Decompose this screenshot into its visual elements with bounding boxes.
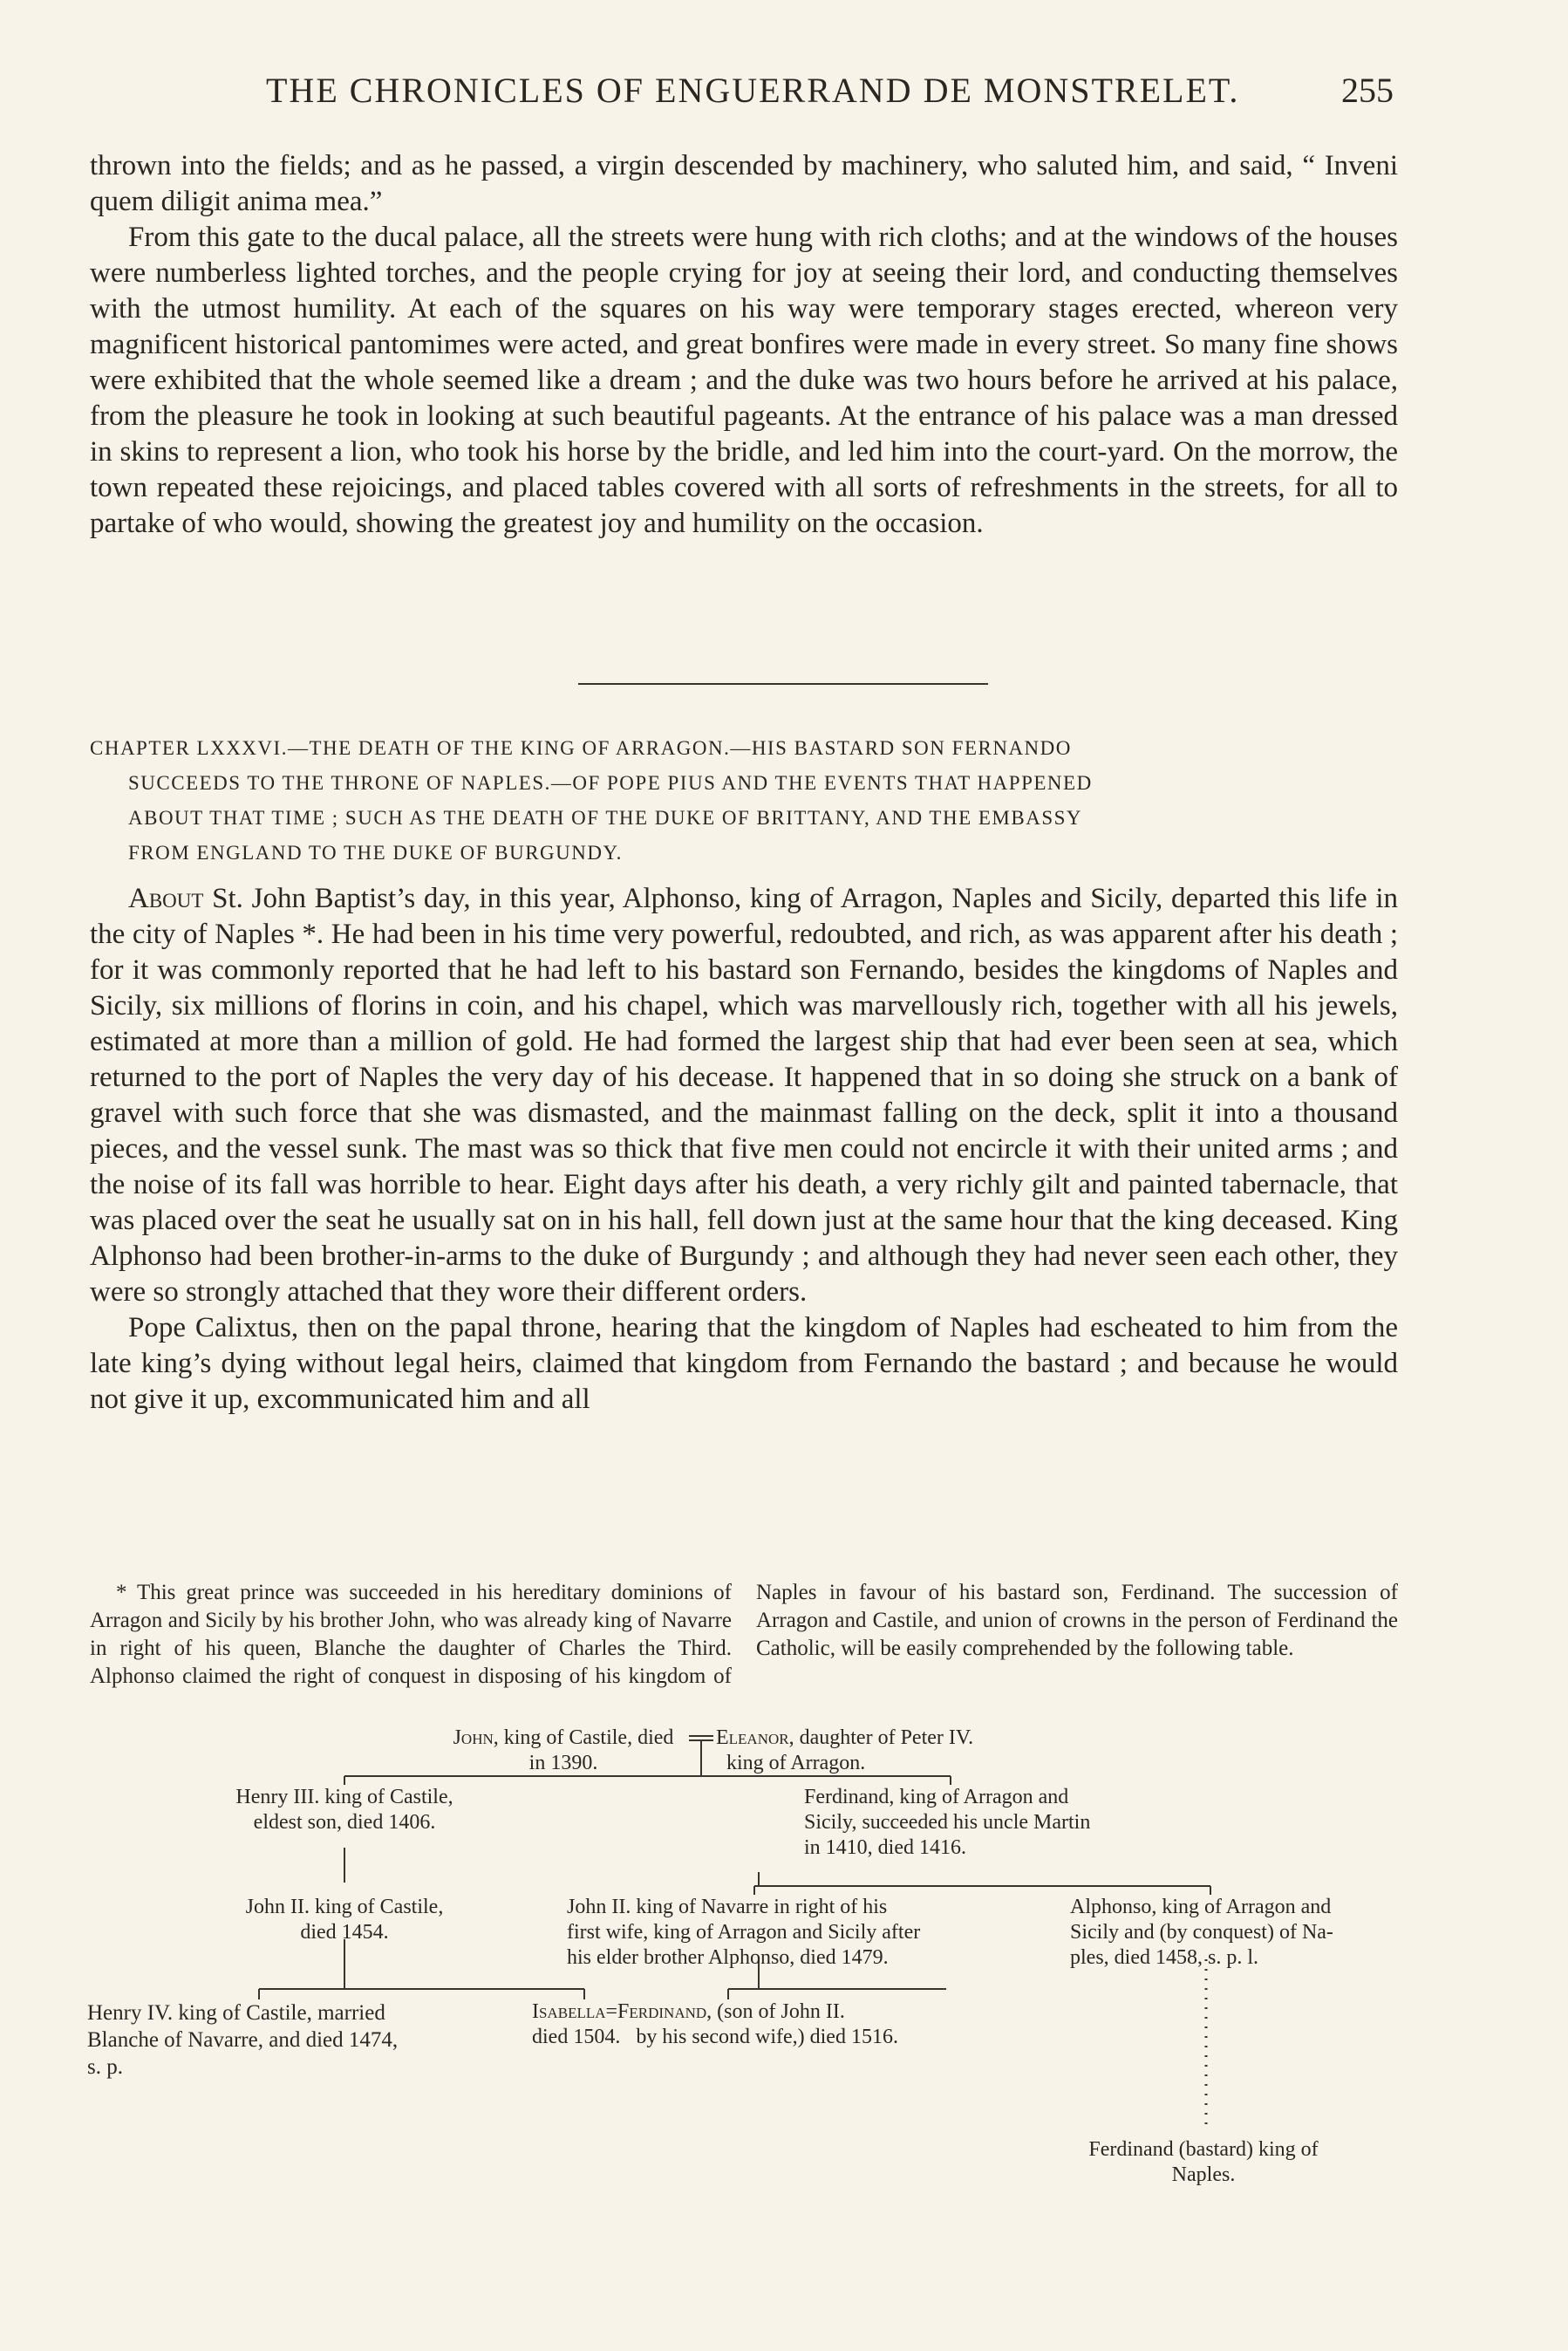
paragraph [90,881,1398,1310]
footnote [90,1579,1398,1691]
paragraph: From this gate to the ducal palace, all the streets were hung with rich cloths; and at the windows of the houses were numberless lighted torches, and the people crying for joy at seeing their lord, and conducting themselves with the utmost humility. At each of the squares on his way were temporary stages erected, whereon very magnificent historical pantomimes were acted, and great bonfires were made in every street. So many fine shows were exhibited that the whole seemed like a dream ; and the duke was two hours before he arrived at his palace, from the pleasure he took in looking at such beautiful pageants. At the entrance of his palace was a man dressed in skins to represent a lion, who took his horse by the bridle, and led him into the court-yard. On the morrow, the town repeated these rejoicings, and placed tables covered with all sorts of refreshments in the streets, for all to partake of who would, showing the greatest joy and humility on the occasion. [90,222,1398,539]
intro-text [90,148,1398,542]
person-line: s. p. [87,2055,123,2079]
person-henry-iv [87,1999,453,2081]
chapter-heading-line: SUCCEEDS TO THE THRONE OF NAPLES.—OF POPE PIUS AND THE EVENTS THAT HAPPENED [128,772,1093,794]
paragraph: thrown into the fields; and as he passed, a virgin descended by machinery, who saluted him, and said, “ Inveni quem diligit anima mea.” [90,150,1398,217]
page-number: 255 [1341,71,1394,110]
person-john-ii-navarre [567,1895,977,1971]
person-line: Blanche of Navarre, and died 1474, [87,2028,399,2052]
chapter-body [90,881,1398,1418]
person-line: Naples. [1171,2163,1236,2186]
person-line: Henry IV. king of Castile, married [87,2001,385,2025]
person-line: Henry III. king of Castile, [235,1786,453,1808]
person-ferdinand-bastard [1060,2137,1347,2188]
person-line: Ferdinand, king of Arragon and [804,1786,1069,1808]
person-line: first wife, king of Arragon and Sicily after [567,1921,921,1944]
person-line: died 1454. [300,1921,389,1944]
person-line: Ferdinand (bastard) king of [1088,2138,1319,2161]
person-ferdinand-of-arragon [794,1785,1108,1861]
person-line: king of Arragon. [726,1752,866,1774]
footnote-text: * This great prince was succeeded in his hereditary dominions of Arragon and Sicily by his brother John, who was already king of Navarre in right of his queen, Blanche the daughter of Charles the Third. Alphonso claimed the right of conquest in disposing of his kingdom of Naples in favour of his bastard son, Ferdinand. The succession of Arragon and Castile, and union of crowns in the person of Ferdinand the Catholic, will be easily comprehended by the following table. [90,1581,1398,1688]
person-line: Sicily, succeeded his uncle Martin [804,1811,1091,1834]
person-john-of-castile [423,1726,704,1776]
chapter-heading [90,731,1398,871]
person-line: eldest son, died 1406. [253,1811,436,1834]
person-line: Eleanor, daughter of Peter IV. [716,1726,974,1749]
person-line: John, king of Castile, died [453,1726,674,1749]
person-eleanor [716,1726,1012,1776]
paragraph: Pope Calixtus, then on the papal throne, hearing that the kingdom of Naples had escheated to him from the late king’s dying without legal heirs, claimed that kingdom from Fernando the bastard ; and because he would not give it up, excommunicated him and all [90,1312,1398,1415]
chapter-heading-line: ABOUT THAT TIME ; SUCH AS THE DEATH OF THE DUKE OF BRITTANY, AND THE EMBASSY [128,807,1083,829]
running-title: THE CHRONICLES OF ENGUERRAND DE MONSTRELET. [266,71,1240,110]
person-line: his elder brother Alphonso, died 1479. [567,1946,889,1969]
chapter-heading-line: CHAPTER LXXXVI.—THE DEATH OF THE KING OF ARRAGON.—HIS BASTARD SON FERNANDO [90,737,1072,759]
person-henry-iii [196,1785,493,1835]
first-word: About [128,883,204,914]
person-john-ii-castile [196,1895,493,1945]
person-line: in 1390. [528,1752,598,1774]
chapter-heading-line: FROM ENGLAND TO THE DUKE OF BURGUNDY. [128,842,623,864]
section-divider [578,683,988,685]
person-alphonso [1060,1895,1426,1971]
person-line: Isabella=Ferdinand, (son of John II. [532,2000,845,2023]
genealogy-table [78,1726,1421,2249]
person-isabella-and-ferdinand [532,1999,1003,2050]
person-line: Alphonso, king of Arragon and [1070,1896,1332,1918]
person-line: Sicily and (by conquest) of Na- [1070,1921,1333,1944]
person-line: died 1504. by his second wife,) died 1516. [532,2026,898,2048]
person-line: John II. king of Navarre in right of his [567,1896,888,1918]
person-line: in 1410, died 1416. [804,1836,966,1859]
person-line: John II. king of Castile, [245,1896,444,1918]
paragraph-text: St. John Baptist’s day, in this year, Alphonso, king of Arragon, Naples and Sicily, departed this life in the city of Naples *. He had been in his time very powerful, redoubted, and rich, as was apparent after his death ; for it was commonly reported that he had left to his bastard son Fernando, besides the kingdoms of Naples and Sicily, six millions of florins in coin, and his chapel, which was marvellously rich, together with all his jewels, estimated at more than a million of gold. He had formed the largest ship that had ever been seen at sea, which returned to the port of Naples the very day of his decease. It happened that in so doing she struck on a bank of gravel with such force that she was dismasted, and the mainmast falling on the deck, split it into a thousand pieces, and the vessel sunk. The mast was so thick that five men could not encircle it with their united arms ; and the noise of its fall was horrible to hear. Eight days after his death, a very richly gilt and painted tabernacle, that was placed over the seat he usually sat on in his hall, fell down just at the same hour that the king deceased. King Alphonso had been brother-in-arms to the duke of Burgundy ; and although they had never seen each other, they were so strongly attached that they wore their different orders. [90,883,1398,1308]
person-line: ples, died 1458, s. p. l. [1070,1946,1258,1969]
running-header [0,70,1568,122]
